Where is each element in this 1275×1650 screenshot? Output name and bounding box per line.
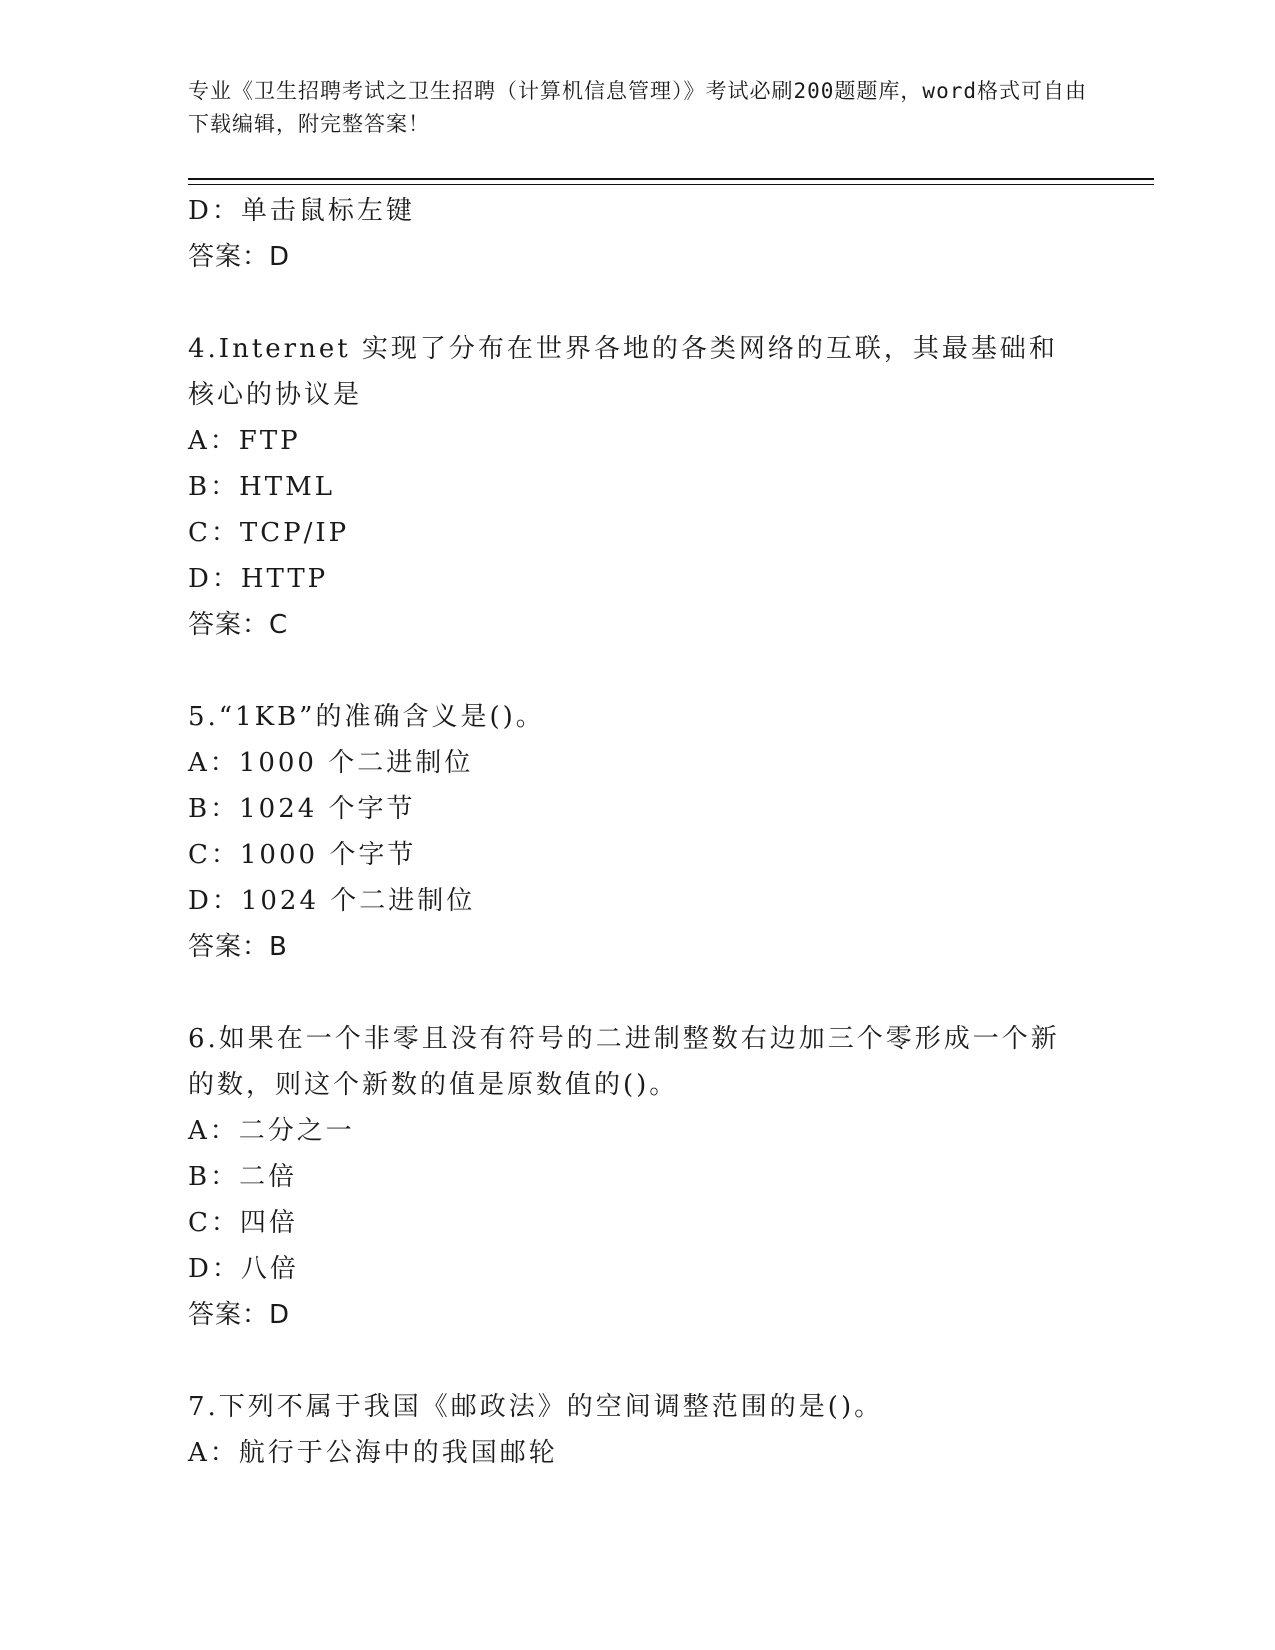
question-gap [188,1338,1088,1384]
q4-option-d: D：HTTP [188,564,329,594]
q5-option-a: A：1000 个二进制位 [188,748,474,778]
q6-option-b: B：二倍 [188,1162,298,1192]
q5-title: 5.“1KB”的准确含义是()。 [188,702,545,732]
q3-option-d: D：单击鼠标左键 [188,196,415,226]
q4-option-a: A：FTP [188,426,301,456]
question-list [188,188,1088,1476]
q6-option-d: D：八倍 [188,1254,299,1284]
q5-option-d: D：1024 个二进制位 [188,886,476,916]
q5-option-b: B：1024 个字节 [188,794,416,824]
header-divider-thin [188,184,1154,185]
q4-option-b: B：HTML [188,472,336,502]
q6-option-c: C：四倍 [188,1208,298,1238]
question-gap [188,648,1088,694]
q3-answer: 答案：D [188,242,291,272]
q5-option-c: C：1000 个字节 [188,840,417,870]
q4-option-c: C：TCP/IP [188,518,350,548]
q6-answer: 答案：D [188,1300,291,1330]
q6-title: 6.如果在一个非零且没有符号的二进制整数右边加三个零形成一个新的数，则这个新数的值是原数值的()。 [188,1024,1060,1100]
q4-title: 4.Internet 实现了分布在世界各地的各类网络的互联，其最基础和核心的协议是 [188,334,1058,410]
q5-answer: 答案：B [188,932,288,962]
document-header: 专业《卫生招聘考试之卫生招聘（计算机信息管理）》考试必刷200题题库，word格式可自由下载编辑，附完整答案！ [188,79,1087,136]
q7-option-a: A：航行于公海中的我国邮轮 [188,1438,558,1468]
q6-option-a: A：二分之一 [188,1116,355,1146]
question-gap [188,280,1088,326]
q4-answer: 答案：C [188,610,289,640]
header-divider-thick [188,178,1154,180]
question-gap [188,970,1088,1016]
q7-title: 7.下列不属于我国《邮政法》的空间调整范围的是()。 [188,1392,884,1422]
